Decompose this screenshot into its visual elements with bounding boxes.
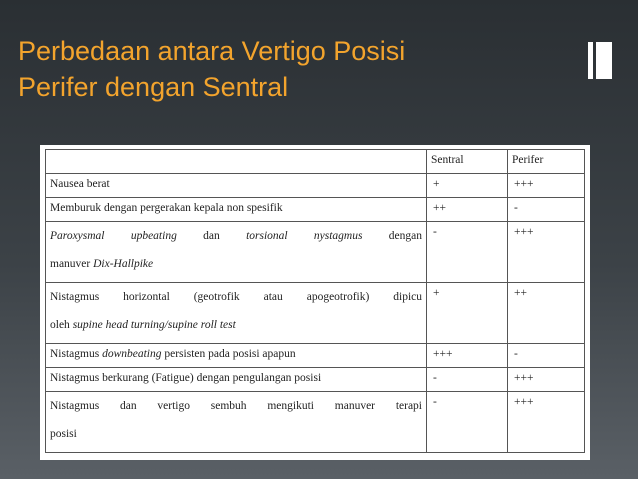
perifer-cell	[508, 368, 585, 392]
sentral-value: +++	[433, 348, 453, 360]
slide-title	[18, 33, 538, 105]
table-row	[46, 392, 585, 453]
sentral-cell	[427, 344, 508, 368]
feature-line-2	[50, 258, 153, 270]
feature-text-italic: Paroxysmal upbeating	[50, 230, 177, 242]
feature-cell	[46, 392, 427, 453]
perifer-value: +++	[514, 226, 534, 238]
feature-text-italic: supine head turning/supine roll test	[72, 319, 236, 331]
feature-text: Nistagmus	[50, 348, 103, 360]
sentral-value: -	[433, 372, 437, 384]
feature-line-1	[50, 222, 422, 250]
perifer-value: +++	[514, 372, 534, 384]
perifer-value: +++	[514, 396, 534, 408]
feature-cell	[46, 368, 427, 392]
feature-text: Nistagmus berkurang (Fatigue) dengan pengulangan posisi	[50, 372, 322, 384]
feature-text-italic: torsional nystagmus	[246, 230, 363, 242]
header-cell-perifer: Perifer	[508, 150, 585, 174]
slide-title-line-1: Perbedaan antara Vertigo Posisi	[18, 36, 406, 66]
table-row	[46, 198, 585, 222]
table-row	[46, 344, 585, 368]
feature-cell	[46, 222, 427, 283]
comparison-table	[45, 149, 585, 453]
perifer-cell	[508, 283, 585, 344]
header-cell-feature	[46, 150, 427, 174]
table-row	[46, 368, 585, 392]
feature-text: manuver	[50, 258, 94, 270]
perifer-cell	[508, 198, 585, 222]
accent-bar-thick	[596, 42, 612, 79]
feature-line-2: posisi	[50, 428, 77, 440]
perifer-value: -	[514, 348, 518, 360]
table-row	[46, 222, 585, 283]
feature-text: persisten pada posisi apapun	[161, 348, 296, 360]
table-row	[46, 174, 585, 198]
header-cell-sentral: Sentral	[427, 150, 508, 174]
feature-text-italic: Dix-Hallpike	[93, 258, 154, 270]
perifer-value: +++	[514, 178, 534, 190]
sentral-cell	[427, 283, 508, 344]
feature-text: Nausea berat	[50, 178, 110, 190]
accent-bar-thin	[588, 42, 593, 79]
comparison-table-panel	[40, 145, 590, 460]
sentral-value: +	[433, 178, 440, 190]
feature-line-1: Nistagmus dan vertigo sembuh mengikuti manuver terapi	[50, 400, 422, 412]
feature-line-1: Nistagmus horizontal (geotrofik atau apogeotrofik) dipicu	[50, 291, 422, 303]
feature-text: dan	[176, 230, 247, 242]
perifer-cell	[508, 344, 585, 368]
perifer-value: ++	[514, 287, 527, 299]
sentral-cell	[427, 174, 508, 198]
sentral-cell	[427, 198, 508, 222]
feature-cell	[46, 283, 427, 344]
feature-text-italic: downbeating	[102, 348, 162, 360]
feature-text: oleh	[50, 319, 73, 331]
feature-cell	[46, 344, 427, 368]
slide-title-line-2: Perifer dengan Sentral	[18, 72, 289, 102]
table-row	[46, 283, 585, 344]
sentral-value: ++	[433, 202, 446, 214]
perifer-cell	[508, 174, 585, 198]
feature-cell	[46, 174, 427, 198]
feature-cell	[46, 198, 427, 222]
feature-text: dengan	[362, 230, 422, 242]
perifer-cell	[508, 392, 585, 453]
sentral-cell	[427, 368, 508, 392]
perifer-cell	[508, 222, 585, 283]
sentral-value: +	[433, 287, 440, 299]
feature-line-2	[50, 319, 236, 331]
sentral-value: -	[433, 396, 437, 408]
sentral-cell	[427, 392, 508, 453]
perifer-value: -	[514, 202, 518, 214]
sentral-cell	[427, 222, 508, 283]
table-header-row	[46, 150, 585, 174]
sentral-value: -	[433, 226, 437, 238]
feature-text: Memburuk dengan pergerakan kepala non spesifik	[50, 202, 283, 214]
